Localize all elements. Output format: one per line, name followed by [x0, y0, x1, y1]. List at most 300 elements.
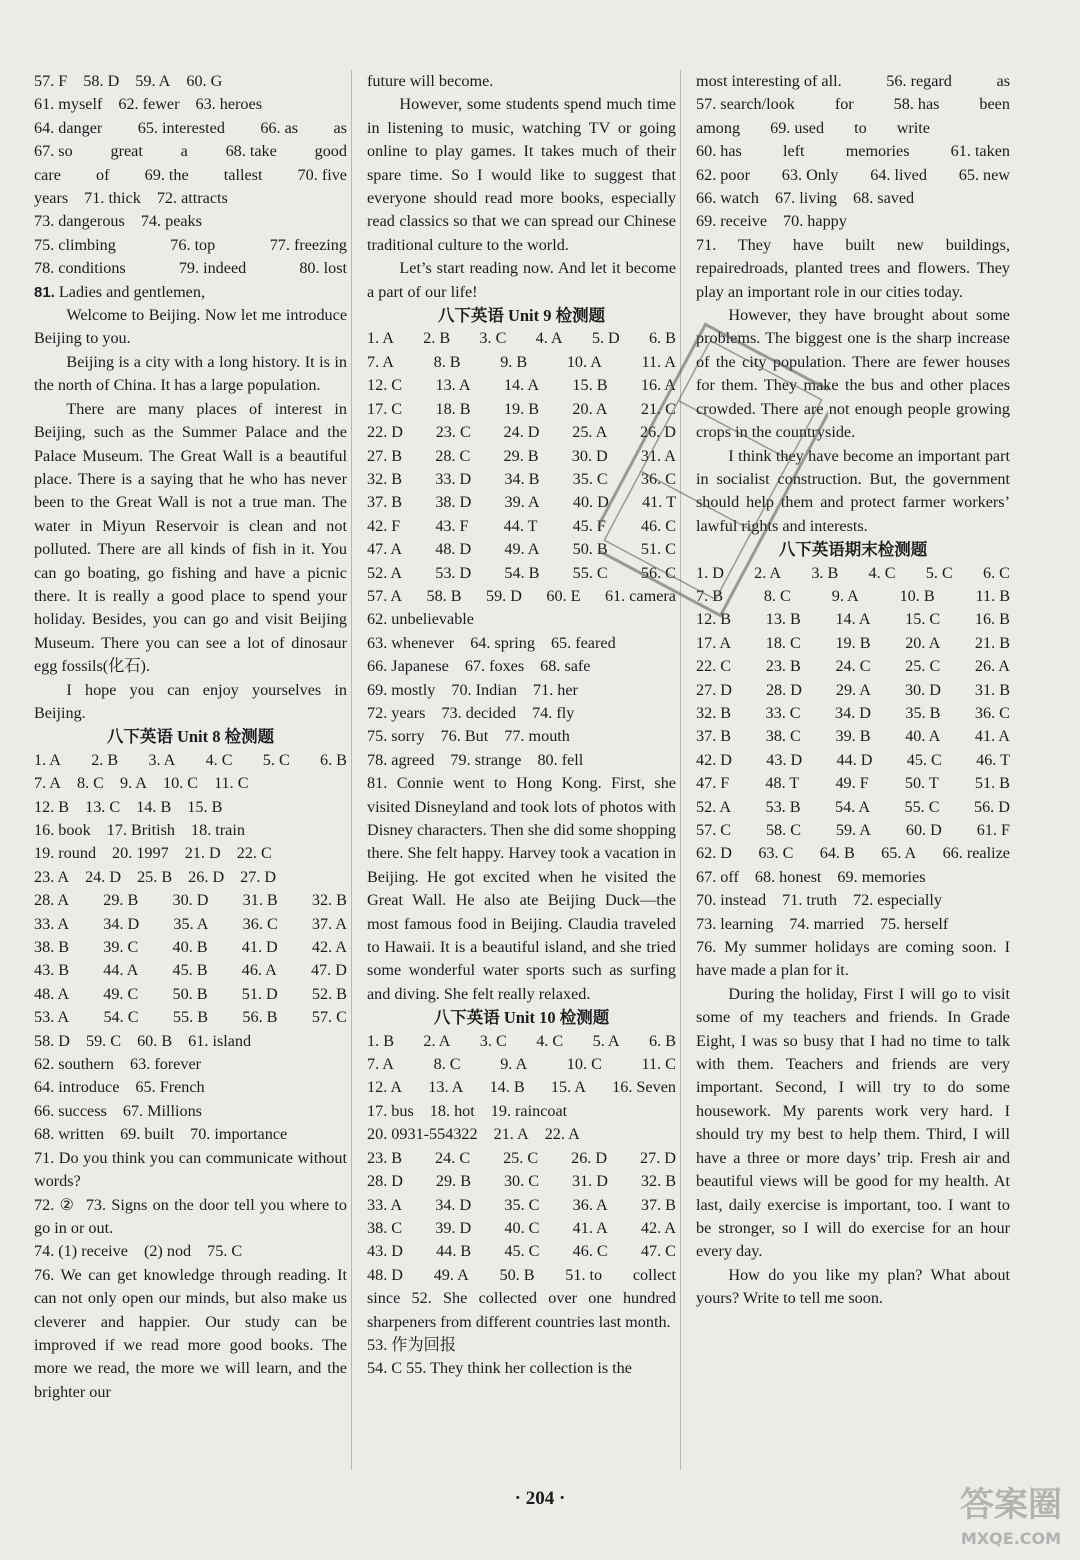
answer-item: 32. B	[640, 1172, 676, 1191]
answer-item: 39. B	[835, 727, 871, 746]
answer-item: 74. (1) receive	[34, 1242, 128, 1261]
answer-item: 28. D	[367, 1172, 403, 1191]
answer-item: (2) nod	[143, 1242, 192, 1261]
answer-item: 13. A	[435, 376, 471, 395]
answer-item: 16. book	[34, 821, 91, 839]
answer-item: 62. poor	[696, 165, 750, 184]
answer-item: 68. written	[34, 1125, 105, 1144]
answer-line	[367, 632, 676, 655]
answer-line	[367, 1030, 676, 1053]
answer-item: among	[696, 118, 741, 137]
answer-item: a	[180, 142, 188, 161]
answer-item: 22. C	[696, 657, 732, 676]
answer-item: 76. But	[440, 727, 489, 746]
answer-item: 71. her	[533, 680, 578, 699]
final-exam-title: 八下英语期末检测题	[778, 540, 928, 560]
answer-item: 31. A	[640, 446, 676, 465]
answer-item: 31. B	[974, 680, 1010, 699]
answer-item: 18. B	[435, 399, 471, 418]
answer-item: 17. C	[367, 399, 403, 418]
answer-item: 15. A	[550, 1078, 586, 1097]
answer-item: 2. B	[91, 750, 119, 769]
answer-item: 80. lost	[299, 259, 347, 278]
answer-item: 45. C	[504, 1242, 540, 1261]
answer-item: 44. A	[103, 961, 139, 980]
answer-line	[34, 164, 347, 187]
watermark-logo	[950, 1474, 1072, 1554]
answer-item: 40. D	[572, 493, 609, 512]
answer-item: collect	[632, 1265, 676, 1284]
answer-line	[696, 913, 1010, 936]
answer-line	[34, 140, 347, 163]
unit-10-q53: 53. 作为回报	[367, 1335, 457, 1354]
unit-10-q71-paragraph: However, they have brought about some problems. The biggest one is the sharp increase of the city population. There are fewer houses for them. They make the bus and other places crowded. There are not enough people growing crops in the countryside.	[696, 306, 1010, 442]
answer-item: 62. unbelievable	[367, 610, 474, 629]
answer-line	[367, 1100, 676, 1123]
answer-item: 46. T	[976, 750, 1010, 769]
answer-item: 32. B	[311, 891, 347, 910]
answer-line	[696, 210, 1010, 233]
answer-item: 44. T	[503, 516, 538, 535]
answer-item: 22. C	[236, 844, 272, 863]
answer-item: 33. D	[435, 469, 472, 488]
answer-item: 68. honest	[754, 867, 822, 886]
answer-item: 11. C	[641, 1055, 676, 1074]
answer-item: 15. C	[905, 610, 941, 629]
essay-81-paragraph: There are many places of interest in Beijing, such as the Summer Palace and the Palace Museum. The Great Wall is a beautiful place. There is a saying that he who has never been to the Great Wall is not a true man. The water in Miyun Reservoir is clean and not polluted. There are all kinds of fish in it. You can go boating, go fishing and have a picnic there. It is really a good place to spend your holiday. Besides, you can go and visit Beijing Museum. There you can see a lot of dinosaur egg fossils(化石).	[34, 399, 347, 676]
answer-line	[34, 772, 347, 795]
answer-item: 63. whenever	[367, 633, 455, 652]
answer-line	[367, 1123, 676, 1146]
answer-item: 51. to	[565, 1265, 603, 1284]
answer-item: 75. sorry	[367, 727, 425, 746]
answer-item: 4. C	[536, 1031, 564, 1050]
answer-item: 37. B	[640, 1195, 676, 1214]
answer-item: 25. B	[137, 867, 173, 886]
answer-item: 74. married	[789, 914, 864, 933]
answer-item: 38. B	[34, 938, 70, 957]
final-q76-paragraph: How do you like my plan? What about yours? Write to tell me soon.	[696, 1265, 1010, 1308]
answer-item: as	[333, 118, 347, 137]
answer-item: 43. D	[367, 1242, 403, 1261]
unit-10-q51-52: since 52. She collected over one hundred sharpeners from different countries last month.	[367, 1289, 676, 1331]
answer-item: 19. B	[503, 399, 540, 418]
answer-item: 80. fell	[537, 750, 584, 769]
answer-item: great	[110, 142, 143, 161]
answer-item: 15. B	[187, 797, 223, 816]
answer-line	[34, 749, 347, 772]
answer-item: 16. B	[974, 610, 1010, 629]
answer-page	[34, 70, 1046, 1470]
answer-item: 69. built	[120, 1125, 175, 1144]
answer-item: 29. B	[435, 1172, 472, 1191]
answer-item: 36. A	[572, 1195, 608, 1214]
answer-item: 78. conditions	[34, 259, 126, 278]
answer-item: 6. B	[649, 1031, 676, 1050]
essay-81-paragraph: Beijing is a city with a long history. It is in the north of China. It has a large population.	[34, 352, 347, 395]
answer-item: 32. B	[367, 469, 403, 488]
answer-item: 28. A	[34, 891, 70, 910]
answer-item: 30. D	[904, 680, 941, 699]
answer-line	[34, 117, 347, 140]
answer-item: 27. D	[696, 680, 732, 699]
answer-item: 48. T	[765, 774, 800, 793]
answer-item: 69. the	[144, 165, 189, 184]
answer-item: 19. B	[835, 633, 871, 652]
answer-line	[34, 1076, 347, 1099]
answer-item: 24. C	[835, 657, 871, 676]
answer-item: 3. C	[479, 1031, 507, 1050]
answer-item: been	[979, 95, 1010, 114]
answer-item: 47. F	[696, 774, 730, 793]
answer-item: 64. introduce	[34, 1078, 120, 1097]
answer-item: 48. D	[367, 1265, 403, 1284]
answer-item: 68. take	[225, 142, 277, 161]
answer-item: 68. safe	[540, 657, 591, 676]
answer-item: 66. as	[260, 118, 299, 137]
answer-item: 30. D	[172, 891, 209, 910]
answer-item: 34. D	[103, 914, 140, 933]
answer-line	[696, 772, 1010, 795]
answer-item: 48. D	[435, 540, 472, 559]
answer-item: 15. B	[572, 376, 608, 395]
answer-item: 31. D	[571, 1172, 608, 1191]
answer-line	[34, 234, 347, 257]
answer-item: 18. train	[191, 821, 245, 839]
answer-line	[34, 210, 347, 233]
answer-line	[34, 983, 347, 1006]
answer-item: 27. D	[640, 1148, 676, 1167]
answer-item: 35. A	[173, 914, 209, 933]
answer-item: care	[34, 165, 61, 184]
answer-item: 12. B	[34, 797, 70, 816]
answer-item: 19. round	[34, 844, 97, 863]
answer-item: 3. A	[148, 750, 176, 769]
answer-item: 1. B	[367, 1031, 394, 1050]
answer-item: 42. A	[640, 1218, 676, 1237]
answer-item: 67. living	[774, 189, 837, 208]
answer-item: 51. C	[640, 540, 676, 559]
answer-item: 37. A	[311, 914, 347, 933]
watermark-line-1: 答案圈	[960, 1485, 1062, 1525]
answer-item: 60. has	[696, 142, 742, 161]
answer-line	[367, 1147, 676, 1170]
answer-item: 1. D	[696, 563, 724, 582]
answer-item: 5. C	[262, 750, 290, 769]
answer-item: 7. A	[367, 1055, 394, 1074]
answer-item: 14. B	[489, 1078, 525, 1097]
answer-item: 4. A	[535, 329, 563, 348]
answer-item: 29. A	[835, 680, 871, 699]
answer-item: 14. A	[503, 376, 540, 395]
unit-10-q54-55: 54. C 55. They think her collection is the	[367, 1359, 632, 1378]
answer-item: 11. B	[975, 586, 1010, 605]
answer-line	[367, 725, 676, 748]
answer-item: 59. D	[485, 586, 522, 605]
answer-item: 17. bus	[367, 1101, 414, 1120]
answer-item: 73. dangerous	[34, 212, 125, 231]
answer-item: 37. B	[696, 727, 732, 746]
answer-item: 49. A	[504, 540, 540, 559]
answer-item: 20. A	[572, 399, 608, 418]
answer-item: 72. attracts	[156, 189, 228, 208]
answer-item: 79. strange	[450, 750, 522, 769]
answer-item: 45. F	[572, 516, 606, 535]
answer-item: 66. watch	[696, 189, 759, 208]
answer-item: 8. C	[433, 1055, 461, 1074]
answer-item: 7. B	[696, 586, 723, 605]
answer-item: 73. learning	[696, 914, 774, 933]
answer-item: 3. B	[811, 563, 839, 582]
answer-item: tallest	[223, 165, 263, 184]
answer-item: 51. D	[241, 984, 278, 1003]
answer-item: 6. C	[982, 563, 1010, 582]
answer-item: 8. C	[76, 774, 104, 793]
answer-line	[34, 889, 347, 912]
column-1	[34, 70, 352, 1470]
answer-line	[696, 842, 1010, 865]
answer-item: 25. A	[572, 423, 608, 442]
answer-item: 33. C	[765, 703, 801, 722]
essay-continued: future will become.	[367, 72, 494, 90]
answer-item: 13. B	[765, 610, 801, 629]
answer-line	[696, 70, 1010, 93]
answer-item: 38. D	[435, 493, 472, 512]
answer-item: 56. D	[973, 797, 1010, 816]
answer-line	[696, 819, 1010, 842]
answer-item: 67. off	[696, 867, 739, 886]
answer-line	[34, 93, 347, 116]
answer-item: 10. C	[162, 774, 199, 793]
answer-line	[367, 1264, 676, 1287]
essay-81-paragraph: I hope you can enjoy yourselves in Beijing.	[34, 680, 347, 722]
answer-item: 40. C	[504, 1218, 540, 1237]
answer-item: 13. C	[85, 797, 121, 816]
answer-line	[696, 140, 1010, 163]
answer-item: 47. C	[640, 1242, 676, 1261]
answer-item: 64. lived	[870, 165, 927, 184]
answer-item: 62. southern	[34, 1055, 115, 1074]
answer-line	[34, 187, 347, 210]
answer-item: 2. A	[423, 1031, 451, 1050]
answer-item: 53. D	[435, 563, 472, 582]
answer-line	[34, 796, 347, 819]
answer-item: 65. interested	[137, 118, 225, 137]
answer-item: 26. D	[571, 1148, 608, 1167]
answer-item: 16. Seven	[612, 1078, 676, 1097]
answer-line	[34, 866, 347, 889]
answer-item: 23. B	[765, 657, 801, 676]
answer-item: 60. G	[186, 72, 223, 90]
answer-item: 75. herself	[879, 914, 949, 933]
essay-81-intro: 81. Ladies and gentlemen,	[34, 282, 205, 301]
answer-item: 71. truth	[782, 891, 837, 910]
answer-item: 13. A	[428, 1078, 464, 1097]
answer-line	[696, 187, 1010, 210]
answer-item: 77. freezing	[269, 235, 347, 254]
answer-item: 49. A	[433, 1265, 469, 1284]
answer-item: 10. B	[899, 586, 935, 605]
answer-item: 24. C	[435, 1148, 471, 1167]
answer-item: 43. D	[766, 750, 803, 769]
answer-item: 4. C	[205, 750, 233, 769]
answer-item: 62. fewer	[118, 95, 180, 114]
watermark-line-2: MXQE.COM	[960, 1529, 1062, 1548]
answer-item: 30. D	[571, 446, 608, 465]
answer-item: as	[996, 72, 1010, 90]
answer-item: 28. D	[765, 680, 802, 699]
answer-item: 16. A	[640, 376, 676, 395]
answer-item: 50. T	[904, 774, 939, 793]
answer-item: 19. raincoat	[490, 1101, 568, 1120]
answer-item: 9. A	[500, 1055, 528, 1074]
answer-item: 70. five	[297, 165, 347, 184]
answer-item: 12. A	[367, 1078, 403, 1097]
answer-line	[34, 1240, 347, 1263]
answer-line	[367, 1217, 676, 1240]
answer-line	[34, 819, 347, 842]
answer-item: 56. regard	[886, 72, 952, 90]
answer-item: 45. C	[906, 750, 942, 769]
answer-line	[34, 1006, 347, 1029]
answer-line	[696, 93, 1010, 116]
unit-8-title: 八下英语 Unit 8 检测题	[106, 727, 275, 747]
answer-item: 24. D	[85, 867, 122, 886]
answer-line	[696, 117, 1010, 140]
answer-item: 10. A	[566, 352, 602, 371]
answer-item: 34. D	[835, 703, 871, 722]
answer-item: for	[834, 95, 854, 114]
answer-item: 22. A	[544, 1125, 580, 1144]
answer-item: 42. D	[696, 750, 732, 769]
answer-line	[367, 1076, 676, 1099]
answer-line	[367, 1194, 676, 1217]
answer-item: 7. A	[34, 774, 61, 793]
answer-item: 70. instead	[696, 891, 767, 910]
answer-item: 21. D	[184, 844, 221, 863]
answer-line	[34, 959, 347, 982]
answer-item: 41. T	[642, 493, 676, 512]
answer-line	[34, 1100, 347, 1123]
answer-item: 20. A	[905, 633, 941, 652]
answer-item: 28. C	[435, 446, 471, 465]
answer-item: 55. C	[904, 797, 940, 816]
answer-item: 12. C	[367, 376, 403, 395]
answer-item: memories	[845, 142, 910, 161]
answer-item: 63. Only	[781, 165, 839, 184]
answer-item: 48. A	[34, 984, 70, 1003]
column-2	[363, 70, 681, 1470]
answer-item: 60. D	[905, 821, 942, 839]
answer-item: 46. A	[241, 961, 277, 980]
answer-item: 58. has	[893, 95, 940, 114]
answer-item: 61. camera	[604, 586, 676, 605]
unit-8-answers	[34, 749, 347, 1147]
unit-9-title: 八下英语 Unit 9 检测题	[437, 306, 606, 326]
answer-item: 67. Millions	[122, 1101, 202, 1120]
answer-item: 64. danger	[34, 118, 103, 137]
answer-item: 38. C	[765, 727, 801, 746]
answer-item: 23. A	[34, 867, 70, 886]
page-number: · 204 ·	[514, 1488, 566, 1509]
answer-item: 69. used	[770, 118, 825, 137]
unit-10-title: 八下英语 Unit 10 检测题	[433, 1008, 610, 1028]
answer-item: to	[854, 118, 867, 137]
answer-item: 20. 1997	[112, 844, 169, 863]
answer-item: 6. B	[648, 329, 676, 348]
answer-item: 26. D	[188, 867, 225, 886]
unit-8-q72-73: 72. ② 73. Signs on the door tell you where to go in or out.	[34, 1195, 348, 1237]
answer-item: 60. E	[546, 586, 581, 605]
answer-item: write	[896, 118, 930, 137]
answer-item: 23. C	[435, 423, 471, 442]
answer-item: 57. C	[696, 821, 732, 839]
answer-line	[367, 1170, 676, 1193]
answer-item: 57. search/look	[696, 95, 795, 114]
answer-item: 34. D	[435, 1195, 472, 1214]
answer-item: 61. F	[976, 821, 1010, 839]
answer-item: 37. B	[367, 493, 403, 512]
answer-item: 54. B	[504, 563, 540, 582]
answer-item: 72. especially	[853, 891, 942, 910]
answer-item: 26. D	[640, 423, 676, 442]
answer-item: of	[96, 165, 110, 184]
answer-item: 2. B	[423, 329, 451, 348]
answer-item: 70. importance	[190, 1125, 288, 1144]
answer-item: 43. B	[34, 961, 70, 980]
answer-item: 36. C	[974, 703, 1010, 722]
answer-item: left	[782, 142, 805, 161]
answer-item: 9. A	[831, 586, 859, 605]
answer-item: 9. A	[119, 774, 147, 793]
answer-item: 44. B	[436, 1242, 472, 1261]
answer-item: 67. foxes	[464, 657, 525, 676]
answer-item: 30. C	[503, 1172, 540, 1191]
answer-item: 65. new	[958, 165, 1010, 184]
answer-item: 12. B	[696, 610, 732, 629]
answer-item: 63. heroes	[195, 95, 262, 114]
answer-item: 14. A	[835, 610, 871, 629]
answer-item: 27. B	[367, 446, 403, 465]
answer-item: 55. B	[172, 1008, 209, 1027]
answer-item: 29. B	[503, 446, 539, 465]
answer-item: 69. mostly	[367, 680, 436, 699]
answer-line	[696, 889, 1010, 912]
answer-item: 61. island	[188, 1031, 252, 1050]
answer-item: 55. C	[572, 563, 608, 582]
unit-9-q81: 81. Connie went to Hong Kong. First, she visited Disneyland and took lots of photos with Disney characters. Then she did some shopping there. She felt happy. Harvey took a vacation in Beijing. He got excited when he visited the Great Wall. He also ate Beijing Duck—the most famous food in Beijing. Claudia traveled to Hawaii. It is a beautiful island, and she tried some wonderful water sports such as surfing and diving. She felt really relaxed.	[367, 774, 676, 1003]
answer-item: 33. A	[367, 1195, 403, 1214]
answer-item: 58. D	[34, 1031, 70, 1050]
answer-item: 39. C	[103, 938, 139, 957]
answer-item: 74. peaks	[140, 212, 202, 231]
answer-item: 41. D	[241, 938, 278, 957]
answer-item: 35. C	[572, 469, 608, 488]
answer-item: 8. C	[763, 586, 791, 605]
answer-line	[696, 725, 1010, 748]
answer-item: 5. A	[592, 1031, 620, 1050]
essay-81-paragraph: Welcome to Beijing. Now let me introduce Beijing to you.	[34, 306, 347, 348]
answer-item: 41. A	[572, 1218, 608, 1237]
answer-item: 31. B	[242, 891, 278, 910]
answer-item: 66. Japanese	[367, 657, 449, 676]
answer-item: 40. B	[172, 938, 208, 957]
answer-item: 63. C	[758, 844, 794, 863]
answer-item: 49. F	[835, 774, 869, 793]
answer-line	[34, 936, 347, 959]
essay-paragraph: Let’s start reading now. And let it become a part of our life!	[367, 259, 676, 301]
answer-item: 10. C	[566, 1055, 602, 1074]
